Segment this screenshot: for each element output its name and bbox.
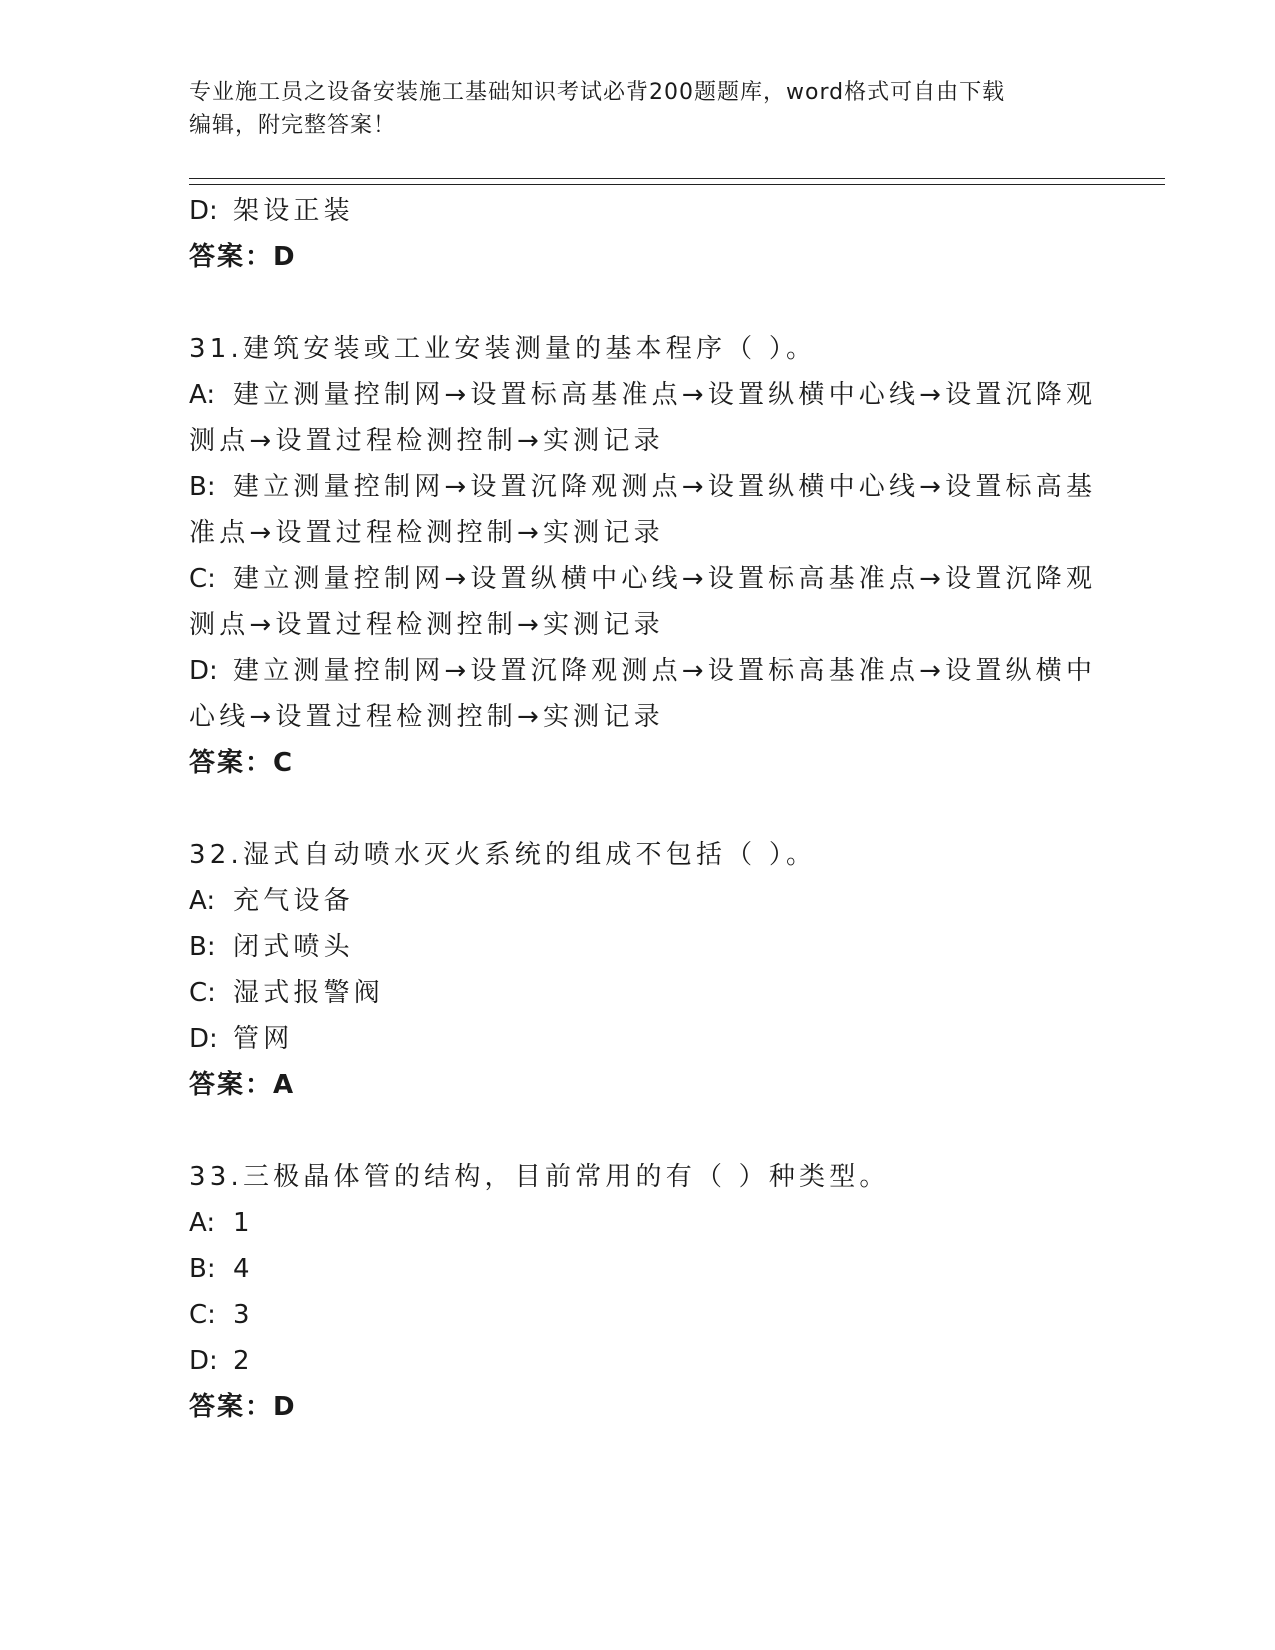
option-label: A: <box>189 1208 216 1238</box>
question-title-33: 33.三极晶体管的结构，目前常用的有（ ）种类型。 <box>189 1162 890 1192</box>
option-label: B: <box>189 932 216 962</box>
answer-31: 答案：C <box>189 748 295 778</box>
answer-33: 答案：D <box>189 1392 297 1422</box>
option-label: D: <box>189 656 218 686</box>
header-line-2: 编辑，附完整答案！ <box>189 113 397 138</box>
q32-option-c <box>189 970 1089 1016</box>
q31-option-c-line1 <box>189 556 1097 602</box>
q31-option-c-line2: 测点→设置过程检测控制→实测记录 <box>189 610 664 640</box>
q33-option-b <box>189 1246 1089 1292</box>
option-text: 建立测量控制网→设置沉降观测点→设置纵横中心线→设置标高基 <box>233 472 1097 502</box>
q32-option-a <box>189 878 1089 924</box>
option-text: 建立测量控制网→设置标高基准点→设置纵横中心线→设置沉降观 <box>233 380 1097 410</box>
option-text: 闭式喷头 <box>233 932 354 962</box>
answer-prev: 答案：D <box>189 242 297 272</box>
option-label: C: <box>189 564 216 594</box>
q31-option-a-line1 <box>189 372 1097 418</box>
option-label: D: <box>189 1346 218 1376</box>
option-text: 湿式报警阀 <box>233 978 385 1008</box>
spacer <box>189 786 1089 832</box>
spacer <box>189 280 1089 326</box>
document-header <box>189 76 1089 142</box>
option-label: B: <box>189 472 216 502</box>
option-text: 3 <box>233 1300 254 1330</box>
header-divider-bottom <box>189 184 1165 185</box>
q31-option-d-line2: 心线→设置过程检测控制→实测记录 <box>189 702 664 732</box>
option-text: 建立测量控制网→设置纵横中心线→设置标高基准点→设置沉降观 <box>233 564 1097 594</box>
option-d-prev <box>189 188 1089 234</box>
q31-option-a-line2: 测点→设置过程检测控制→实测记录 <box>189 426 664 456</box>
header-divider-top <box>189 178 1165 179</box>
question-title-32: 32.湿式自动喷水灭火系统的组成不包括（ ）。 <box>189 840 817 870</box>
option-label: A: <box>189 886 216 916</box>
option-text: 管网 <box>233 1024 294 1054</box>
option-label: A: <box>189 380 216 410</box>
q33-option-d <box>189 1338 1089 1384</box>
option-text: 架设正装 <box>233 196 354 226</box>
header-line-1: 专业施工员之设备安装施工基础知识考试必背200题题库，word格式可自由下载 <box>189 80 1006 105</box>
q33-option-a <box>189 1200 1089 1246</box>
spacer <box>189 1108 1089 1154</box>
q31-option-d-line1 <box>189 648 1097 694</box>
option-label: D: <box>189 1024 218 1054</box>
option-label: C: <box>189 1300 216 1330</box>
option-text: 建立测量控制网→设置沉降观测点→设置标高基准点→设置纵横中 <box>233 656 1097 686</box>
option-label: C: <box>189 978 216 1008</box>
q32-option-d <box>189 1016 1089 1062</box>
option-text: 4 <box>233 1254 254 1284</box>
q33-option-c <box>189 1292 1089 1338</box>
q31-option-b-line2: 准点→设置过程检测控制→实测记录 <box>189 518 664 548</box>
option-text: 充气设备 <box>233 886 354 916</box>
q31-option-b-line1 <box>189 464 1097 510</box>
option-label: D: <box>189 196 218 226</box>
question-content <box>189 188 1097 1430</box>
q32-option-b <box>189 924 1089 970</box>
option-label: B: <box>189 1254 216 1284</box>
option-text: 1 <box>233 1208 254 1238</box>
option-text: 2 <box>233 1346 254 1376</box>
answer-32: 答案：A <box>189 1070 296 1100</box>
question-title-31: 31.建筑安装或工业安装测量的基本程序（ ）。 <box>189 334 817 364</box>
